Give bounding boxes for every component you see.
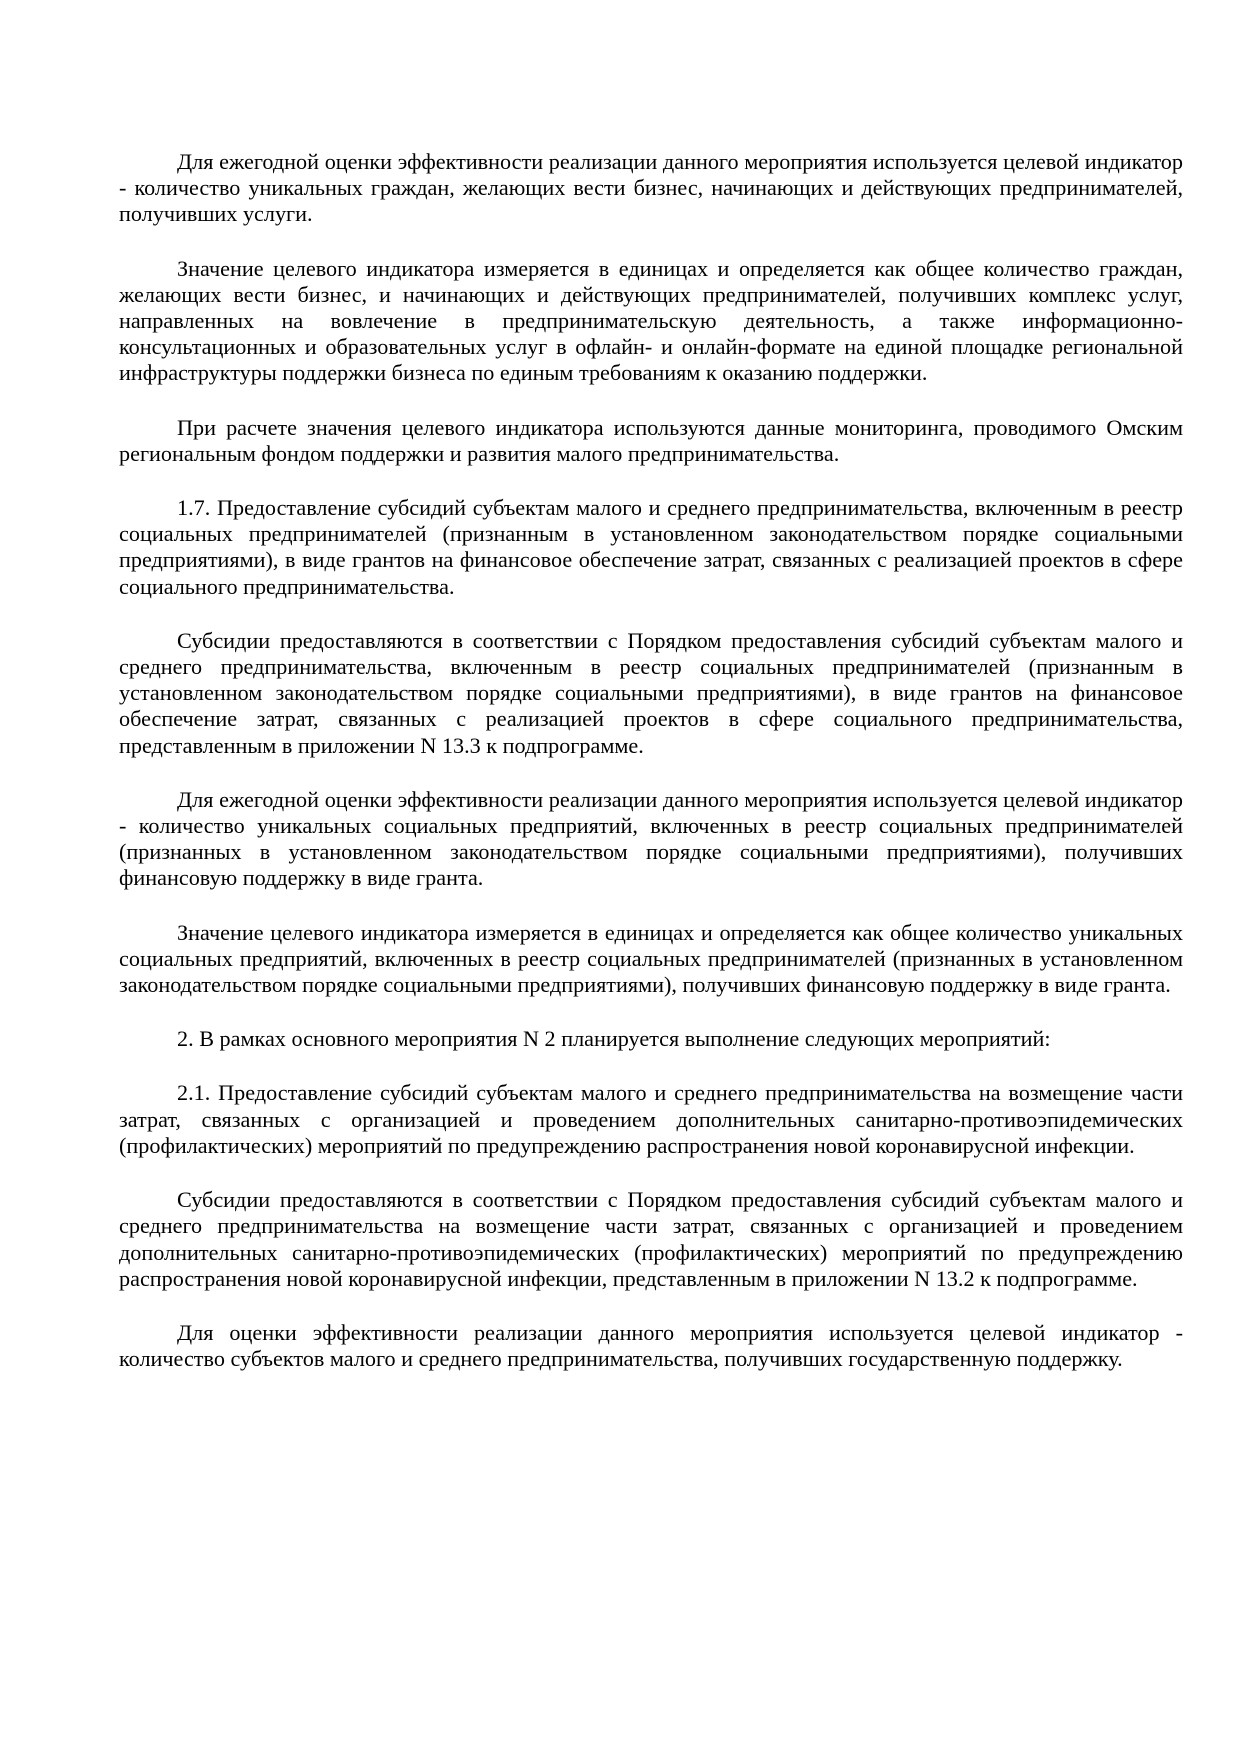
paragraph-main-activity-2: 2. В рамках основного мероприятия N 2 планируется выполнение следующих мероприятий:	[177, 1026, 1051, 1052]
paragraph-indicator-unique-citizens: Для ежегодной оценки эффективности реализации данного мероприятия используется целевой индикатор - количество уникальных граждан, желающих вести бизнес, начинающих и действующих предпринимателей, получивших услуги.	[119, 149, 1183, 227]
paragraph-monitoring-data: При расчете значения целевого индикатора используются данные мониторинга, проводимого Омским региональным фондом поддержки и развития малого предпринимательства.	[119, 414, 1183, 466]
paragraph-item-2-1: 2.1. Предоставление субсидий субъектам малого и среднего предпринимательства на возмещение части затрат, связанных с организацией и проведением дополнительных санитарно-противоэпидемических (профилактических) мероприятий по предупреждению распространения новой коронавирусной инфекции.	[119, 1080, 1183, 1158]
document-body	[119, 149, 1183, 1400]
paragraph-subsidies-order-13-3: Субсидии предоставляются в соответствии с Порядком предоставления субсидий субъектам малого и среднего предпринимательства, включенным в реестр социальных предпринимателей (признанным в установленном законодательством порядке социальными предприятиями), в виде грантов на финансовое обеспечение затрат, связанных с реализацией проектов в сфере социального предпринимательства, представленным в приложении N 13.3 к подпрограмме.	[119, 627, 1183, 758]
paragraph-indicator-value-social-enterprises: Значение целевого индикатора измеряется в единицах и определяется как общее количество уникальных социальных предприятий, включенных в реестр социальных предпринимателей (признанных в установленном законодательством порядке социальными предприятиями), получивших финансовую поддержку в виде гранта.	[119, 919, 1183, 998]
paragraph-indicator-smb-support: Для оценки эффективности реализации данного мероприятия используется целевой индикатор - количество субъектов малого и среднего предпринимательства, получивших государственную поддержку.	[119, 1319, 1183, 1372]
paragraph-indicator-social-enterprises: Для ежегодной оценки эффективности реализации данного мероприятия используется целевой индикатор - количество уникальных социальных предприятий, включенных в реестр социальных предпринимателей (признанных в установленном законодательством порядке социальными предприятиями), получивших финансовую поддержку в виде гранта.	[119, 786, 1183, 891]
paragraph-indicator-value-citizens: Значение целевого индикатора измеряется в единицах и определяется как общее количество граждан, желающих вести бизнес, и начинающих и действующих предпринимателей, получивших комплекс услуг, направленных на вовлечение в предпринимательскую деятельность, а также информационно-консультационных и образовательных услуг в офлайн- и онлайн-формате на единой площадке региональной инфраструктуры поддержки бизнеса по единым требованиям к оказанию поддержки.	[119, 255, 1183, 386]
paragraph-item-1-7: 1.7. Предоставление субсидий субъектам малого и среднего предпринимательства, включенным в реестр социальных предпринимателей (признанным в установленном законодательством порядке социальными предприятиями), в виде грантов на финансовое обеспечение затрат, связанных с реализацией проектов в сфере социального предпринимательства.	[119, 495, 1183, 599]
paragraph-subsidies-order-13-2: Субсидии предоставляются в соответствии с Порядком предоставления субсидий субъектам малого и среднего предпринимательства на возмещение части затрат, связанных с организацией и проведением дополнительных санитарно-противоэпидемических (профилактических) мероприятий по предупреждению распространения новой коронавирусной инфекции, представленным в приложении N 13.2 к подпрограмме.	[119, 1187, 1183, 1291]
